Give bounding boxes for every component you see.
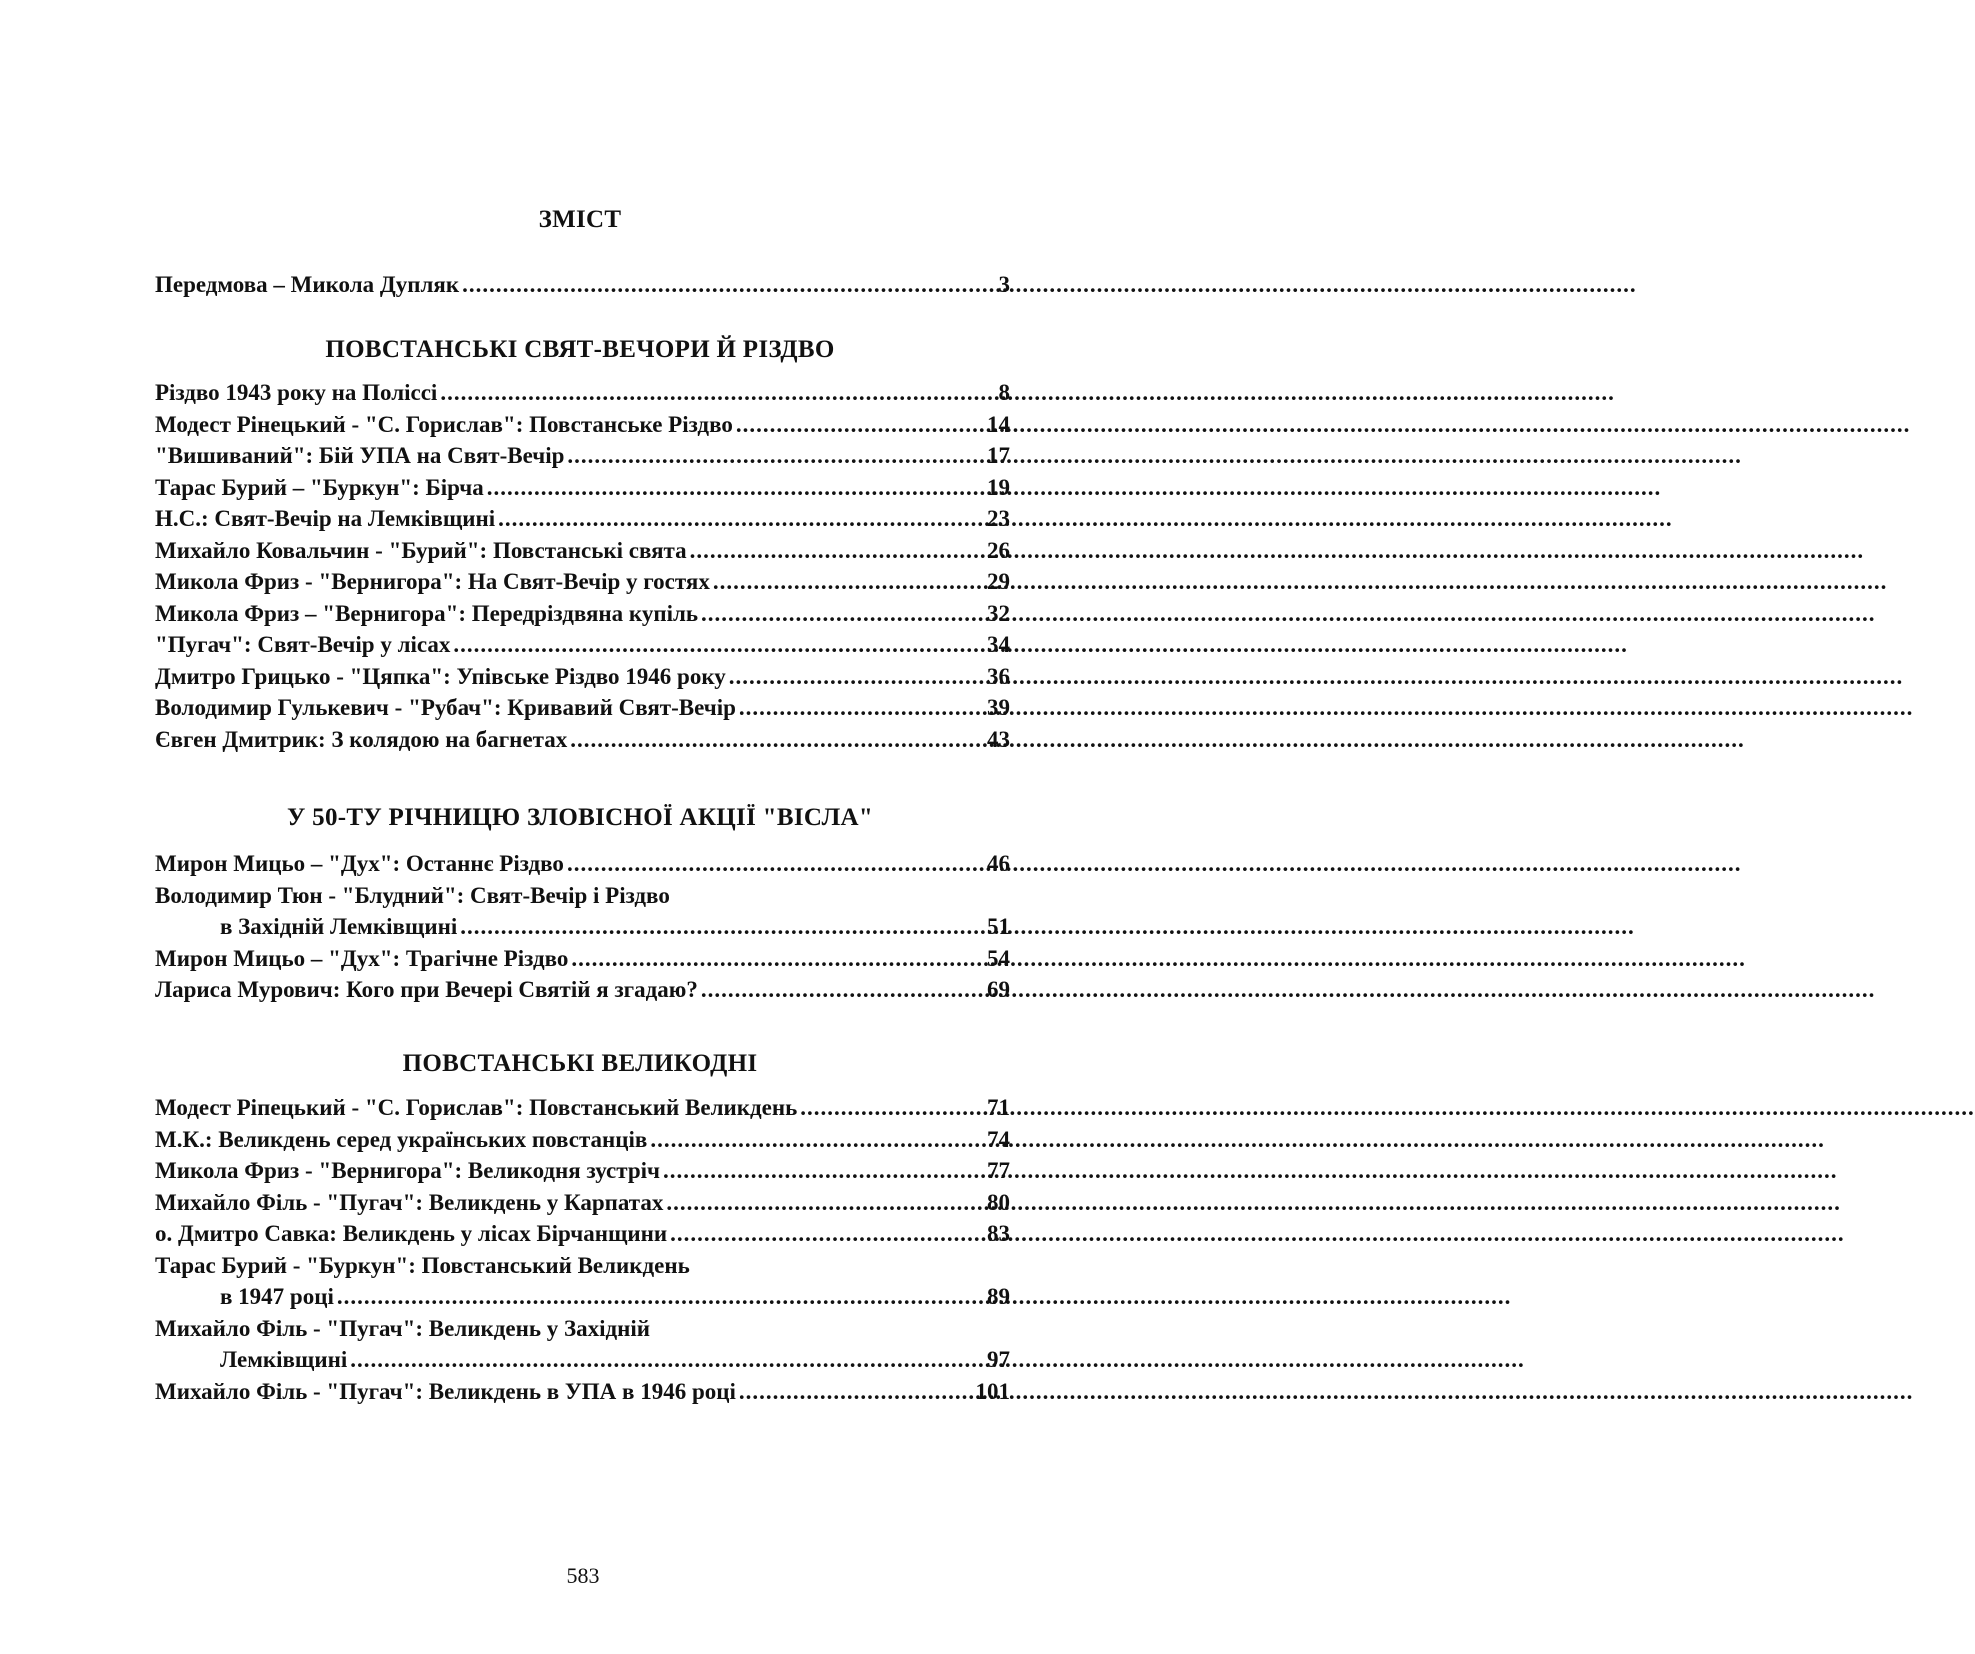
entry-title: Мирон Мицьо – "Дух": Останнє Різдво xyxy=(155,851,564,876)
entry-title: Мирон Мицьо – "Дух": Трагічне Різдво xyxy=(155,945,569,971)
toc-entry xyxy=(155,440,1010,472)
entry-page: 69 xyxy=(987,977,1010,1002)
entry-page: 34 xyxy=(987,632,1010,657)
toc-section-1 xyxy=(155,377,1010,755)
dot-leader xyxy=(701,974,984,1006)
dot-leader xyxy=(739,1376,973,1408)
toc-entry xyxy=(155,943,1010,975)
entry-title: Микола Фриз – "Вернигора": Передріздвяна купіль xyxy=(155,600,699,626)
toc-entry xyxy=(155,503,1010,535)
entry-page: 32 xyxy=(987,600,1010,626)
entry-page: 43 xyxy=(987,726,1010,752)
entry-page: 8 xyxy=(998,380,1010,405)
entry-page: 80 xyxy=(987,1189,1010,1215)
entry-title: Модест Рінецький - "С. Горислав": Повстанське Різдво xyxy=(155,411,733,437)
toc-entry xyxy=(155,1313,1010,1345)
entry-page: 89 xyxy=(987,1284,1010,1309)
toc-entry xyxy=(155,409,1010,441)
toc-entry xyxy=(155,598,1010,630)
toc-entry xyxy=(155,1124,1010,1156)
dot-leader xyxy=(800,1092,984,1124)
section-heading: ПОВСТАНСЬКІ ВЕЛИКОДНІ xyxy=(402,1050,758,1077)
entry-page: 71 xyxy=(987,1095,1010,1120)
toc-entry xyxy=(155,911,1010,943)
entry-page: 26 xyxy=(987,537,1010,563)
entry-title: Дмитро Грицько - "Цяпка": Упівське Різдво 1946 року xyxy=(155,663,726,689)
dot-leader xyxy=(690,535,984,567)
dot-leader xyxy=(440,377,995,409)
entry-title: Володимир Тюн - "Блудний": Свят-Вечір і Різдво xyxy=(155,882,670,908)
entry-page: 97 xyxy=(987,1347,1010,1372)
toc-entry xyxy=(155,1218,1010,1250)
entry-page: 46 xyxy=(987,851,1010,876)
toc-entry xyxy=(155,535,1010,567)
entry-title: Євген Дмитрик: З колядою на багнетах xyxy=(155,726,568,752)
entry-title: Лемківщині xyxy=(220,1347,348,1372)
toc-entry xyxy=(155,661,1010,693)
entry-page: 74 xyxy=(987,1126,1010,1152)
toc-entry xyxy=(155,269,1010,301)
dot-leader xyxy=(571,943,984,975)
entry-title: Микола Фриз - "Вернигора": Великодня зустріч xyxy=(155,1158,660,1183)
entry-page: 23 xyxy=(987,506,1010,531)
toc-intro xyxy=(155,269,1010,301)
toc-entry xyxy=(155,1155,1010,1187)
dot-leader xyxy=(701,598,984,630)
entry-page: 29 xyxy=(987,569,1010,594)
toc-entry xyxy=(155,1344,1010,1376)
entry-page: 19 xyxy=(987,474,1010,500)
entry-title: Михайло Філь - "Пугач": Великдень в УПА в 1946 році xyxy=(155,1378,736,1404)
entry-title: Микола Фриз - "Вернигора": На Свят-Вечір у гостях xyxy=(155,569,710,594)
toc-entry xyxy=(155,566,1010,598)
dot-leader xyxy=(462,269,995,301)
dot-leader xyxy=(736,409,984,441)
toc-entry xyxy=(155,1281,1010,1313)
entry-page: 36 xyxy=(987,663,1010,689)
entry-title: Лариса Мурович: Кого при Вечері Святій я згадаю? xyxy=(155,977,698,1002)
entry-page: 101 xyxy=(975,1378,1010,1404)
entry-title: "Вишиваний": Бій УПА на Свят-Вечір xyxy=(155,443,565,468)
dot-leader xyxy=(663,1155,984,1187)
toc-section-3 xyxy=(155,1092,1010,1407)
entry-title: Володимир Гулькевич - "Рубач": Кривавий Свят-Вечір xyxy=(155,695,736,720)
dot-leader xyxy=(739,692,984,724)
dot-leader xyxy=(498,503,984,535)
toc-entry xyxy=(155,974,1010,1006)
entry-page: 3 xyxy=(998,272,1010,297)
entry-title: Тарас Бурий - "Буркун": Повстанський Великдень xyxy=(155,1252,690,1278)
dot-leader xyxy=(713,566,984,598)
entry-page: 77 xyxy=(987,1158,1010,1183)
toc-entry xyxy=(155,880,1010,912)
toc-section-2 xyxy=(155,848,1010,1006)
dot-leader xyxy=(350,1344,984,1376)
dot-leader xyxy=(567,440,984,472)
entry-page: 39 xyxy=(987,695,1010,720)
entry-title: Михайло Філь - "Пугач": Великдень у Західній xyxy=(155,1315,651,1341)
dot-leader xyxy=(337,1281,984,1313)
entry-title: Михайло Ковальчин - "Бурий": Повстанські свята xyxy=(155,537,687,563)
toc-entry xyxy=(155,1092,1010,1124)
toc-entry xyxy=(155,629,1010,661)
toc-entry xyxy=(155,724,1010,756)
entry-page: 54 xyxy=(987,945,1010,971)
section-heading: У 50-ТУ РІЧНИЦЮ ЗЛОВІСНОЇ АКЦІЇ "ВІСЛА" xyxy=(286,804,874,831)
entry-title: Михайло Філь - "Пугач": Великдень у Карпатах xyxy=(155,1189,664,1215)
dot-leader xyxy=(729,661,984,693)
toc-entry xyxy=(155,472,1010,504)
entry-page: 51 xyxy=(987,914,1010,939)
entry-title: в 1947 році xyxy=(220,1284,334,1309)
dot-leader xyxy=(453,629,984,661)
entry-title: в Західній Лемківщині xyxy=(220,914,458,939)
toc-entry xyxy=(155,692,1010,724)
toc-entry xyxy=(155,848,1010,880)
entry-title: М.К.: Великдень серед українських повстанців xyxy=(155,1126,648,1152)
page-number: 583 xyxy=(566,1563,600,1588)
entry-title: Н.С.: Свят-Вечір на Лемківщині xyxy=(155,506,496,531)
dot-leader xyxy=(670,1218,984,1250)
entry-title: Тарас Бурий – "Буркун": Бірча xyxy=(155,474,484,500)
dot-leader xyxy=(666,1187,984,1219)
dot-leader xyxy=(460,911,984,943)
dot-leader xyxy=(487,472,984,504)
page-title: ЗМІСТ xyxy=(538,206,622,233)
entry-title: "Пугач": Свят-Вечір у лісах xyxy=(155,632,451,657)
toc-entry xyxy=(155,1250,1010,1282)
entry-page: 83 xyxy=(987,1221,1010,1246)
entry-title: Різдво 1943 року на Поліссі xyxy=(155,380,438,405)
toc-entry xyxy=(155,1376,1010,1408)
section-heading: ПОВСТАНСЬКІ СВЯТ-ВЕЧОРИ Й РІЗДВО xyxy=(325,336,835,363)
entry-page: 17 xyxy=(987,443,1010,468)
toc-entry xyxy=(155,1187,1010,1219)
dot-leader xyxy=(650,1124,984,1156)
dot-leader xyxy=(570,724,984,756)
entry-title: Передмова – Микола Дупляк xyxy=(155,272,460,297)
dot-leader xyxy=(567,848,984,880)
entry-page: 14 xyxy=(987,411,1010,437)
entry-title: о. Дмитро Савка: Великдень у лісах Бірчанщини xyxy=(155,1221,668,1246)
toc-entry xyxy=(155,377,1010,409)
entry-title: Модест Ріпецький - "С. Горислав": Повстанський Великдень xyxy=(155,1095,798,1120)
